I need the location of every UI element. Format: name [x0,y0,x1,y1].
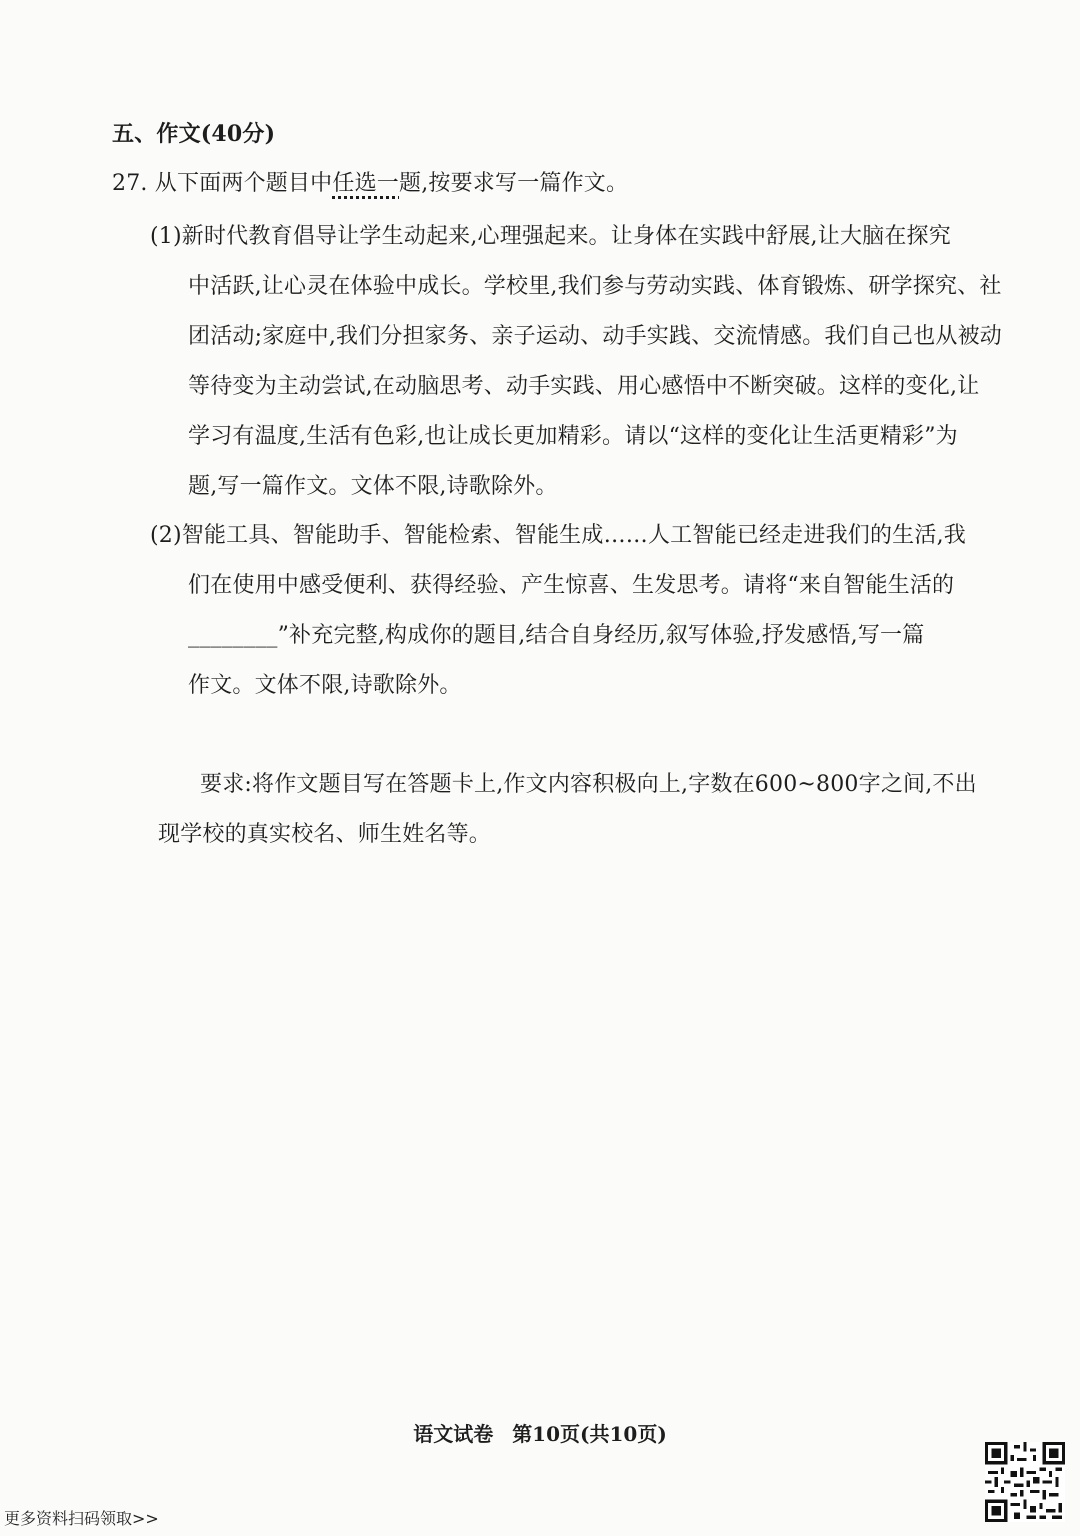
option1-line-4: 等待变为主动尝试,在动脑思考、动手实践、用心感悟中不断突破。这样的变化,让 [188,374,980,399]
option1-line-5: 学习有温度,生活有色彩,也让成长更加精彩。请以“这样的变化让生活更精彩”为 [188,424,958,449]
promo-text: 更多资料扫码领取>> [4,1509,159,1528]
question-prefix: 27. 从下面两个题目中 [112,171,333,196]
requirements-line-1: 要求:将作文题目写在答题卡上,作文内容积极向上,字数在600~800字之间,不出 [200,772,977,797]
option1-line-6: 题,写一篇作文。文体不限,诗歌除外。 [188,474,558,499]
question-emphasis: 任选一 [332,171,399,196]
option1-line-1: (1)新时代教育倡导让学生动起来,心理强起来。让身体在实践中舒展,让大脑在探究 [150,224,951,249]
option2-line-3: ________”补充完整,构成你的题目,结合自身经历,叙写体验,抒发感悟,写一篇 [188,623,925,648]
option2-line-1: (2)智能工具、智能助手、智能检索、智能生成……人工智能已经走进我们的生活,我 [150,523,966,548]
page-footer [0,1418,1080,1447]
footer-page: 第10页(共10页) [512,1422,667,1446]
option2-line-4: 作文。文体不限,诗歌除外。 [188,673,462,698]
option1-line-2: 中活跃,让心灵在体验中成长。学校里,我们参与劳动实践、体育锻炼、研学探究、社 [188,274,1002,299]
question-suffix: 题,按要求写一篇作文。 [399,171,629,196]
requirements-line-2: 现学校的真实校名、师生姓名等。 [158,822,492,847]
footer-subject: 语文试卷 [413,1422,494,1446]
section-title: 五、作文(40分) [112,121,276,147]
question-27 [112,166,628,197]
qr-code-icon[interactable] [985,1442,1065,1522]
option2-line-2: 们在使用中感受便利、获得经验、产生惊喜、生发思考。请将“来自智能生活的 [188,573,955,598]
option1-line-3: 团活动;家庭中,我们分担家务、亲子运动、动手实践、交流情感。我们自己也从被动 [188,324,1003,349]
